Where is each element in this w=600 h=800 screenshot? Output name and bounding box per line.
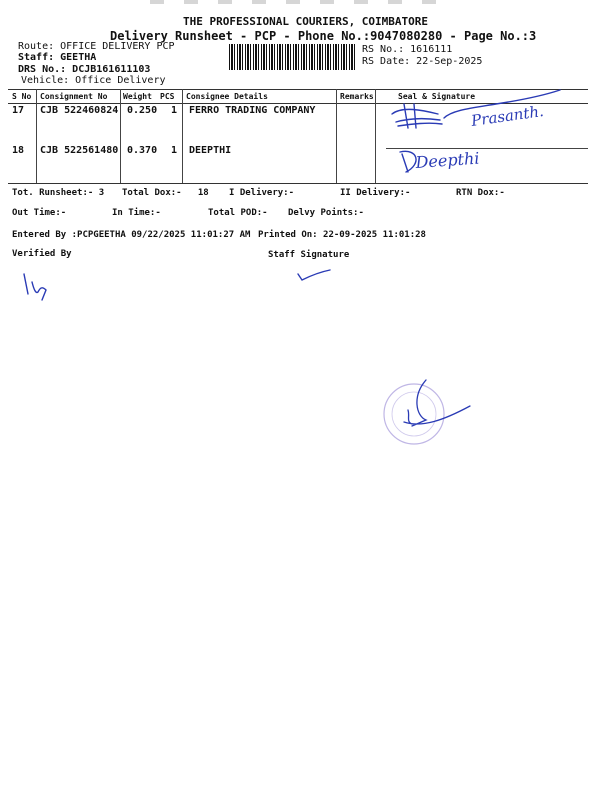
total-dox: Total Dox:- 18: [122, 188, 209, 198]
col-header-pcs: PCS: [160, 92, 175, 101]
i-delivery: I Delivery:-: [229, 188, 295, 198]
total-pod: Total POD:-: [208, 208, 268, 218]
row18-handwritten-signature: [398, 140, 518, 180]
verified-by-signature: [20, 272, 60, 302]
row17-handwritten-signature: [392, 100, 572, 140]
table-top-rule: [8, 89, 588, 90]
staff-label: Staff: GEETHA: [18, 52, 97, 63]
row18-signature-text: Deepthi: [414, 148, 480, 172]
row18-consignee: DEEPTHI: [189, 145, 232, 156]
col-divider: [375, 89, 376, 183]
col-header-remarks: Remarks: [340, 92, 374, 101]
route-label: Route: OFFICE DELIVERY PCP: [18, 41, 175, 52]
col-divider: [36, 89, 37, 183]
col-header-consignment: Consignment No: [40, 92, 108, 101]
col-header-sno: S No: [12, 92, 32, 101]
row18-sno: 18: [12, 145, 25, 156]
row17-consignment: CJB 522460824: [40, 105, 119, 116]
printed-on: Printed On: 22-09-2025 11:01:28: [258, 230, 426, 240]
row17-consignee: FERRO TRADING COMPANY: [189, 105, 316, 116]
col-divider: [120, 89, 121, 183]
runsheet-title: Delivery Runsheet - PCP - Phone No.:9047080280 - Page No.:3: [110, 29, 537, 43]
entered-by: Entered By :PCPGEETHA 09/22/2025 11:01:27 AM: [12, 230, 251, 240]
company-title: THE PROFESSIONAL COURIERS, COIMBATORE: [183, 15, 429, 28]
row18-consignment: CJB 522561480: [40, 145, 119, 156]
table-bottom-rule: [8, 183, 588, 184]
rs-number: RS No.: 1616111: [362, 44, 453, 55]
col-header-weight: Weight: [123, 92, 152, 101]
staff-signature-mark: [296, 268, 336, 284]
col-header-seal: Seal & Signature: [398, 92, 476, 101]
verified-by-label: Verified By: [12, 249, 72, 259]
top-edge-artifact: [150, 0, 450, 4]
drs-number: DRS No.: DCJB161611103: [18, 64, 151, 75]
delvy-points: Delvy Points:-: [288, 208, 364, 218]
row17-sno: 17: [12, 105, 25, 116]
row18-pcs: 1: [171, 145, 178, 156]
barcode-image: [229, 44, 357, 70]
rs-date: RS Date: 22-Sep-2025: [362, 56, 483, 67]
rtn-dox: RTN Dox:-: [456, 188, 505, 198]
row18-weight: 0.370: [127, 145, 158, 156]
vehicle-label: Vehicle: Office Delivery: [21, 75, 166, 86]
row17-signature-text: Prasanth.: [470, 101, 545, 130]
col-divider: [182, 89, 183, 183]
staff-signature-label: Staff Signature: [268, 250, 350, 260]
tot-runsheet: Tot. Runsheet:- 3: [12, 188, 105, 198]
ii-delivery: II Delivery:-: [340, 188, 411, 198]
col-divider: [336, 89, 337, 183]
in-time: In Time:-: [112, 208, 161, 218]
office-stamp: [382, 376, 482, 446]
out-time: Out Time:-: [12, 208, 67, 218]
row17-weight: 0.250: [127, 105, 158, 116]
row17-pcs: 1: [171, 105, 178, 116]
col-header-consignee: Consignee Details: [186, 92, 268, 101]
